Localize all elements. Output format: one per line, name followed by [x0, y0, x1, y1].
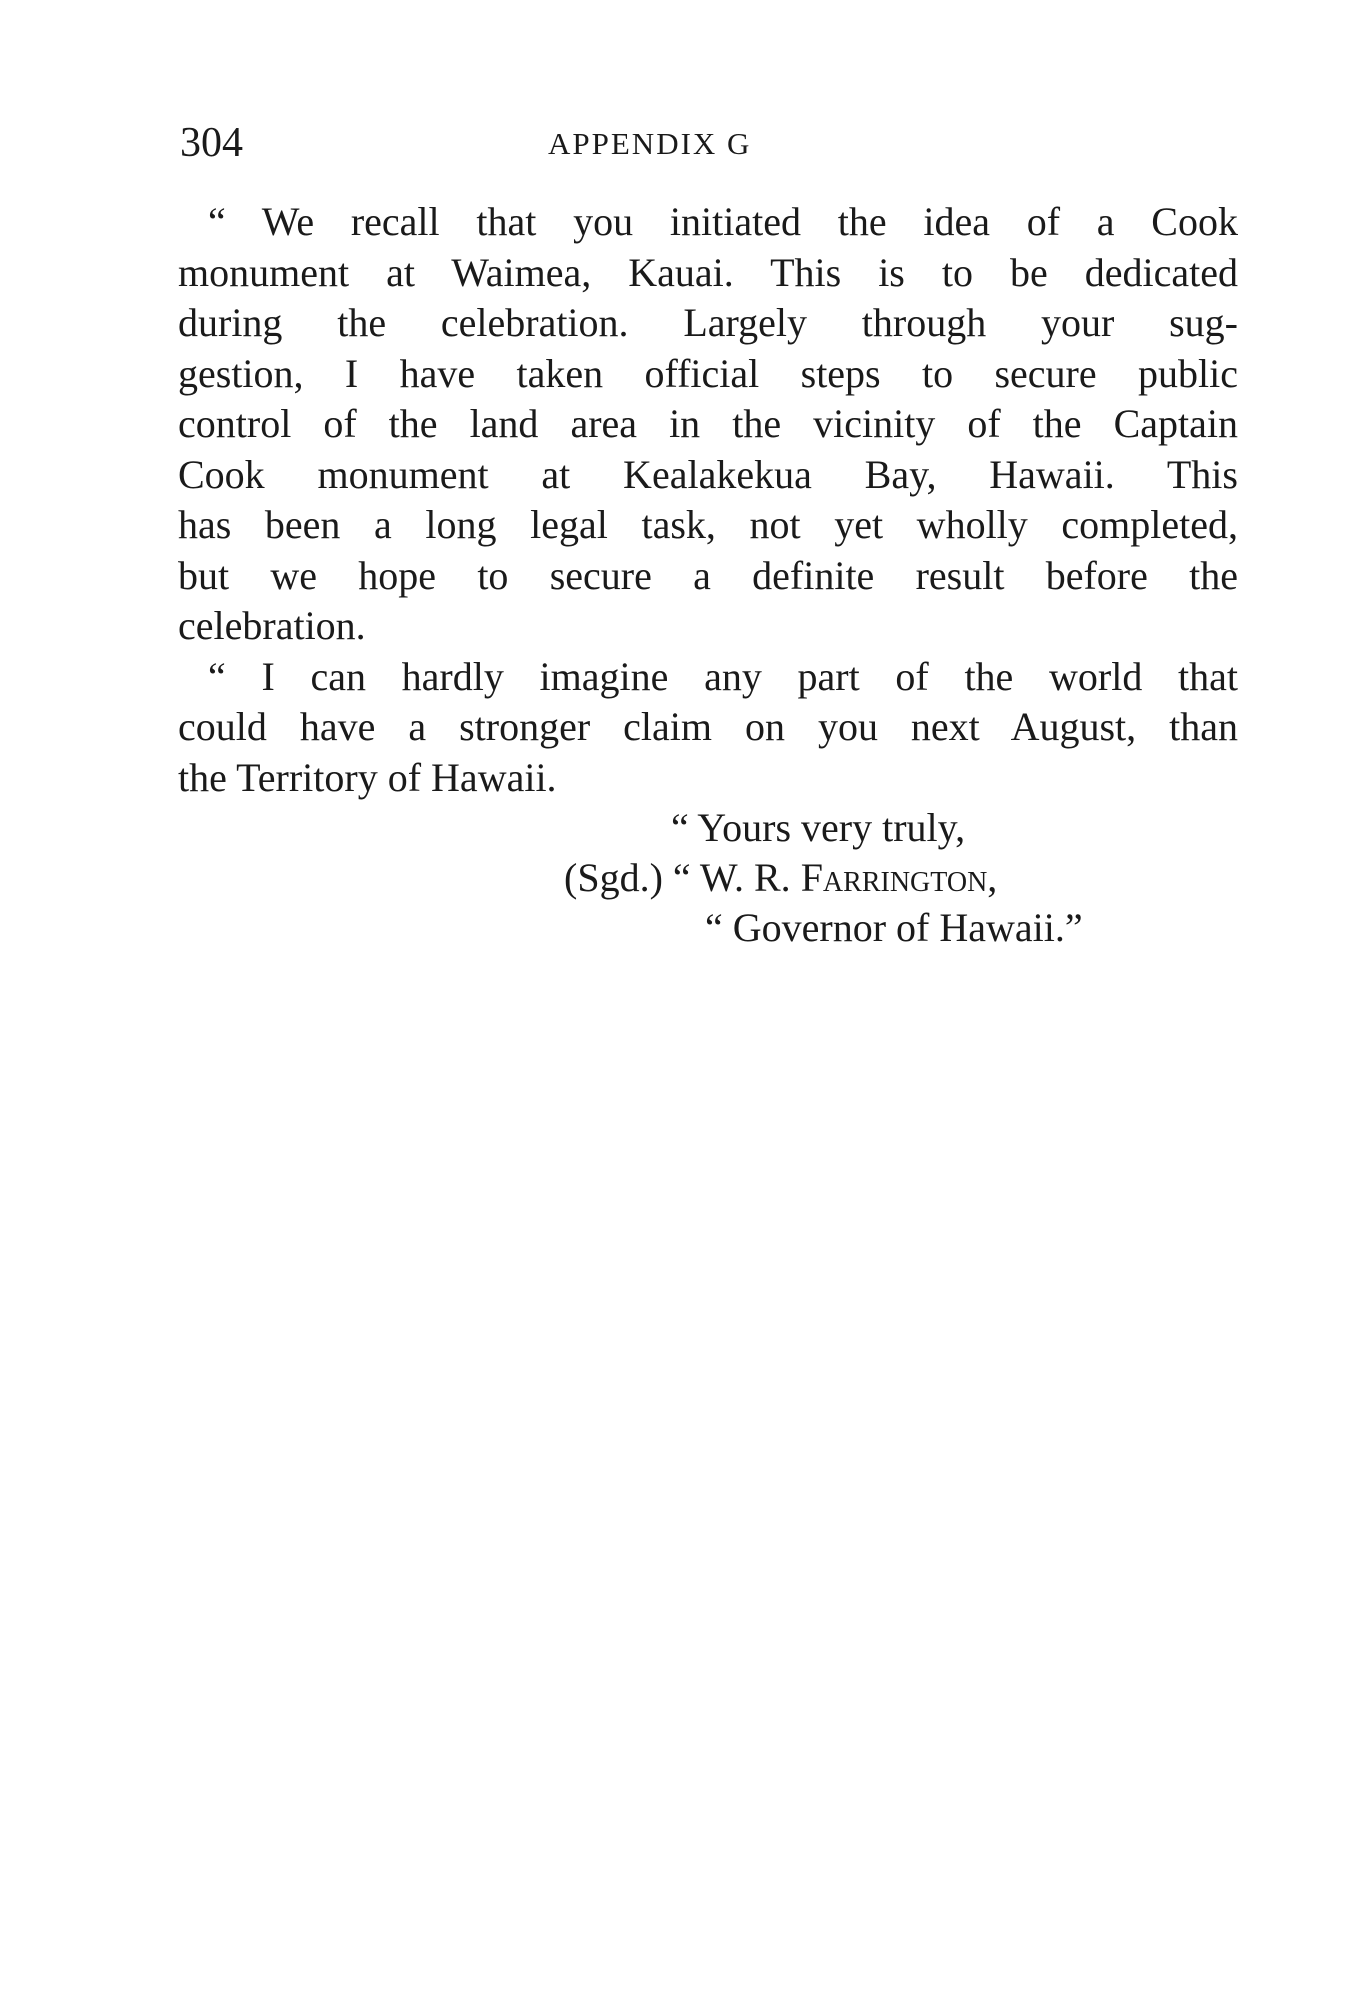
text-line: control of the land area in the vicinity of the Captain — [178, 401, 1238, 446]
text-line: during the celebration. Largely through your sug- — [178, 300, 1238, 345]
signer-title: “ Governor of Hawaii.” — [705, 905, 1083, 950]
paragraph-1 — [178, 197, 1238, 652]
text-line: monument at Waimea, Kauai. This is to be dedicated — [178, 249, 1238, 295]
running-head: APPENDIX G — [548, 126, 752, 161]
signer-name: Farrington, — [800, 855, 998, 900]
text-line: “ We recall that you initiated the idea of a Cook — [208, 199, 1238, 244]
text-line: gestion, I have taken official steps to secure public — [178, 350, 1238, 396]
letter-body — [178, 197, 1238, 950]
text-line: “ I can hardly imagine any part of the world that — [208, 653, 1238, 699]
text-line: Cook monument at Kealakekua Bay, Hawaii. This — [178, 451, 1238, 497]
paragraph-2 — [178, 652, 1238, 804]
valediction: “ Yours very truly, — [671, 805, 966, 850]
text-line: celebration. — [178, 603, 366, 648]
text-line: but we hope to secure a definite result before the — [178, 552, 1238, 598]
text-line: has been a long legal task, not yet wholly completed, — [178, 502, 1238, 547]
text-line: could have a stronger claim on you next August, than — [178, 704, 1238, 749]
text-line: the Territory of Hawaii. — [178, 754, 557, 800]
signed-marker: (Sgd.) “ W. R. — [564, 855, 801, 900]
page-number: 304 — [180, 120, 243, 166]
signature-line — [178, 853, 1346, 904]
